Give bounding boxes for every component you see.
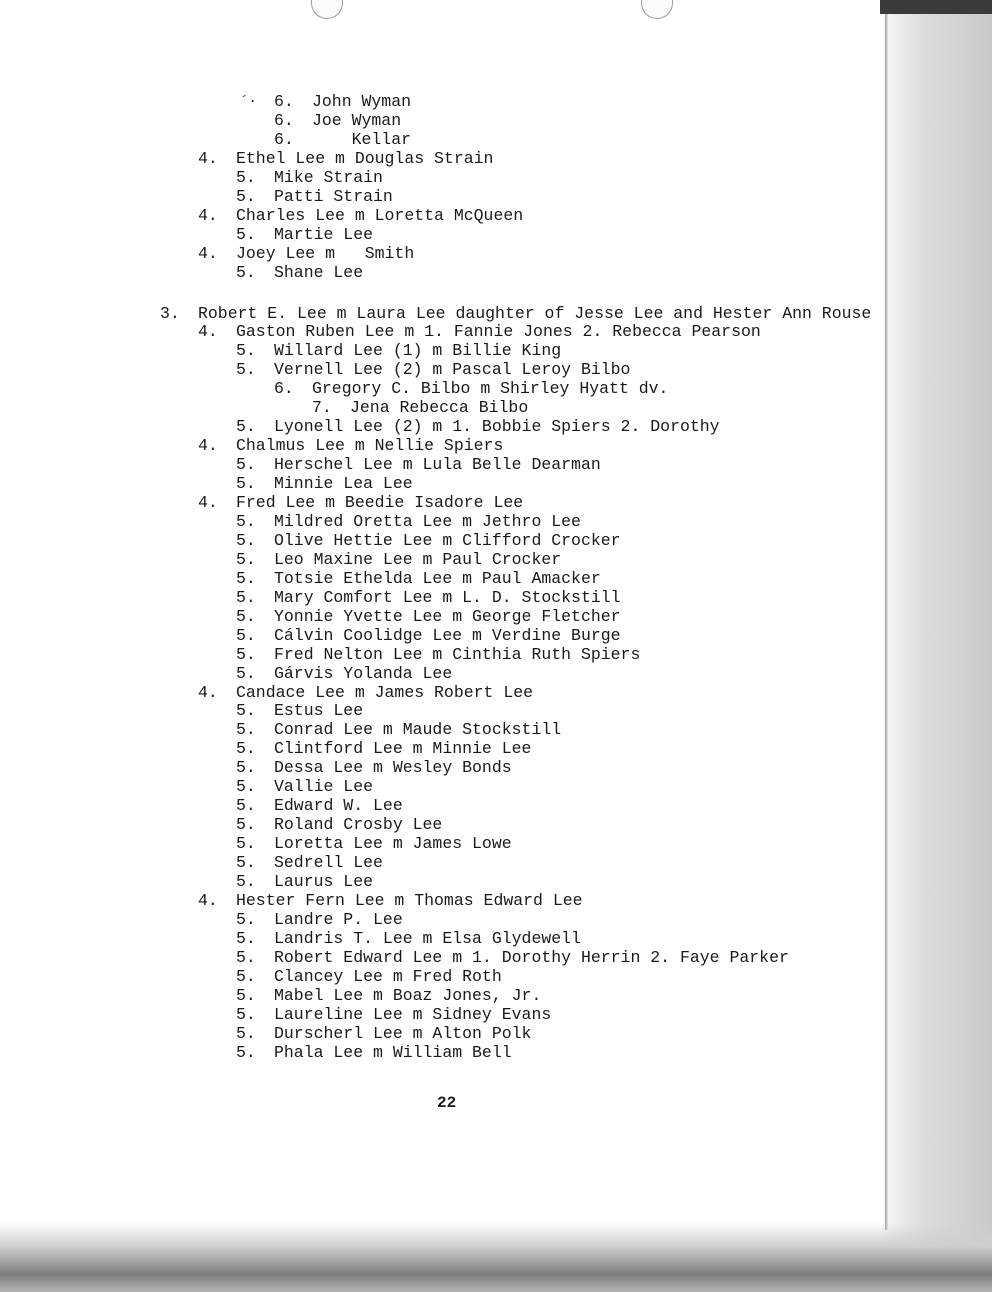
entry-text: Kellar	[312, 129, 412, 149]
generation-number: 5.	[236, 417, 256, 437]
entry-text: Clintford Lee m Minnie Lee	[274, 739, 532, 759]
generation-number: 5.	[236, 947, 256, 967]
entry-text: Shane Lee	[274, 262, 364, 282]
generation-number: 5.	[236, 796, 256, 816]
entry-text: Hester Fern Lee m Thomas Edward Lee	[236, 890, 583, 910]
entry-text: Loretta Lee m James Lowe	[274, 834, 512, 854]
generation-number: 5.	[236, 1042, 256, 1062]
entry-text: Robert E. Lee m Laura Lee daughter of Jesse Lee and Hester Ann Rouse	[198, 303, 872, 323]
generation-number: 5.	[236, 625, 256, 645]
entry-text: Herschel Lee m Lula Belle Dearman	[274, 455, 601, 475]
generation-number: 5.	[236, 549, 256, 569]
generation-number: 5.	[236, 606, 256, 626]
generation-number: 5.	[236, 530, 256, 550]
entry-text: Joe Wyman	[312, 110, 402, 130]
entry-text: Totsie Ethelda Lee m Paul Amacker	[274, 568, 601, 588]
entry-text: Gaston Ruben Lee m 1. Fannie Jones 2. Rebecca Pearson	[236, 322, 761, 342]
generation-number: 5.	[236, 341, 256, 361]
generation-number: 6.	[274, 379, 294, 399]
scan-right-edge	[880, 0, 992, 1292]
generation-number: 5.	[236, 587, 256, 607]
entry-text: Chalmus Lee m Nellie Spiers	[236, 436, 504, 456]
generation-number: 5.	[236, 815, 256, 835]
generation-number: 6.	[274, 129, 294, 149]
generation-number: 5.	[236, 474, 256, 494]
entry-text: Martie Lee	[274, 224, 374, 244]
entry-text: Vallie Lee	[274, 777, 374, 797]
entry-text: Landre P. Lee	[274, 909, 403, 929]
scan-bottom-edge	[0, 1222, 992, 1292]
generation-number: 3.	[160, 303, 180, 323]
generation-number: 5.	[236, 853, 256, 873]
entry-text: Patti Strain	[274, 186, 393, 206]
entry-text: Roland Crosby Lee	[274, 815, 443, 835]
entry-text: Ethel Lee m Douglas Strain	[236, 148, 494, 168]
entry-text: Olive Hettie Lee m Clifford Crocker	[274, 530, 621, 550]
generation-number: 5.	[236, 644, 256, 664]
entry-text: Jena Rebecca Bilbo	[350, 398, 529, 418]
generation-number: 5.	[236, 701, 256, 721]
generation-number: 4.	[198, 682, 218, 702]
scan-corner-shadow	[880, 0, 992, 14]
generation-number: 5.	[236, 1004, 256, 1024]
entry-text: Durscherl Lee m Alton Polk	[274, 1023, 532, 1043]
entry-text: Willard Lee (1) m Billie King	[274, 341, 562, 361]
generation-number: 5.	[236, 186, 256, 206]
entry-text: Mabel Lee m Boaz Jones, Jr.	[274, 985, 542, 1005]
stray-mark: ´·	[240, 94, 257, 110]
generation-number: 5.	[236, 739, 256, 759]
generation-number: 5.	[236, 262, 256, 282]
entry-text: Mary Comfort Lee m L. D. Stockstill	[274, 587, 621, 607]
punch-hole-left	[311, 0, 343, 19]
generation-number: 5.	[236, 928, 256, 948]
entry-text: Dessa Lee m Wesley Bonds	[274, 758, 512, 778]
generation-number: 4.	[198, 243, 218, 263]
generation-number: 5.	[236, 909, 256, 929]
entry-text: Mike Strain	[274, 167, 383, 187]
entry-text: Charles Lee m Loretta McQueen	[236, 205, 524, 225]
generation-number: 5.	[236, 167, 256, 187]
generation-number: 7.	[312, 398, 332, 418]
generation-number: 5.	[236, 966, 256, 986]
generation-number: 6.	[274, 92, 294, 111]
entry-text: Laurus Lee	[274, 872, 374, 891]
entry-text: Fred Nelton Lee m Cinthia Ruth Spiers	[274, 644, 641, 664]
generation-number: 5.	[236, 511, 256, 531]
entry-text: Candace Lee m James Robert Lee	[236, 682, 534, 702]
entry-text: Phala Lee m William Bell	[274, 1042, 512, 1062]
generation-number: 4.	[198, 322, 218, 342]
generation-number: 4.	[198, 205, 218, 225]
entry-text: Gregory C. Bilbo m Shirley Hyatt dv.	[312, 379, 669, 399]
scan-page-fold	[885, 0, 888, 1230]
generation-number: 5.	[236, 834, 256, 854]
generation-number: 5.	[236, 720, 256, 740]
generation-number: 4.	[198, 890, 218, 910]
entry-text: Sedrell Lee	[274, 853, 383, 873]
entry-text: Minnie Lea Lee	[274, 474, 413, 494]
generation-number: 4.	[198, 148, 218, 168]
generation-number: 4.	[198, 493, 218, 512]
generation-number: 5.	[236, 872, 256, 891]
punch-hole-right	[641, 0, 673, 19]
generation-number: 5.	[236, 455, 256, 475]
generation-number: 5.	[236, 985, 256, 1005]
entry-text: Edward W. Lee	[274, 796, 403, 816]
entry-text: Lyonell Lee (2) m 1. Bobbie Spiers 2. Dorothy	[274, 417, 720, 437]
entry-text: Joey Lee m Smith	[236, 243, 415, 263]
entry-text: Leo Maxine Lee m Paul Crocker	[274, 549, 562, 569]
entry-text: Clancey Lee m Fred Roth	[274, 966, 502, 986]
entry-text: Gárvis Yolanda Lee	[274, 663, 453, 683]
generation-number: 5.	[236, 568, 256, 588]
entry-text: Vernell Lee (2) m Pascal Leroy Bilbo	[274, 360, 631, 380]
entry-text: Yonnie Yvette Lee m George Fletcher	[274, 606, 621, 626]
entry-text: John Wyman	[312, 92, 412, 111]
generation-number: 5.	[236, 758, 256, 778]
generation-number: 4.	[198, 436, 218, 456]
entry-text: Conrad Lee m Maude Stockstill	[274, 720, 562, 740]
generation-number: 5.	[236, 224, 256, 244]
generation-number: 5.	[236, 777, 256, 797]
entry-text: Laureline Lee m Sidney Evans	[274, 1004, 552, 1024]
entry-text: Robert Edward Lee m 1. Dorothy Herrin 2. Faye Parker	[274, 947, 789, 967]
generation-number: 5.	[236, 1023, 256, 1043]
entry-text: Fred Lee m Beedie Isadore Lee	[236, 493, 524, 512]
generation-number: 6.	[274, 110, 294, 130]
entry-text: Mildred Oretta Lee m Jethro Lee	[274, 511, 581, 531]
entry-text: Landris T. Lee m Elsa Glydewell	[274, 928, 581, 948]
entry-text: Cálvin Coolidge Lee m Verdine Burge	[274, 625, 621, 645]
generation-number: 5.	[236, 360, 256, 380]
entry-text: Estus Lee	[274, 701, 364, 721]
page-number: 22	[437, 1094, 457, 1112]
generation-number: 5.	[236, 663, 256, 683]
